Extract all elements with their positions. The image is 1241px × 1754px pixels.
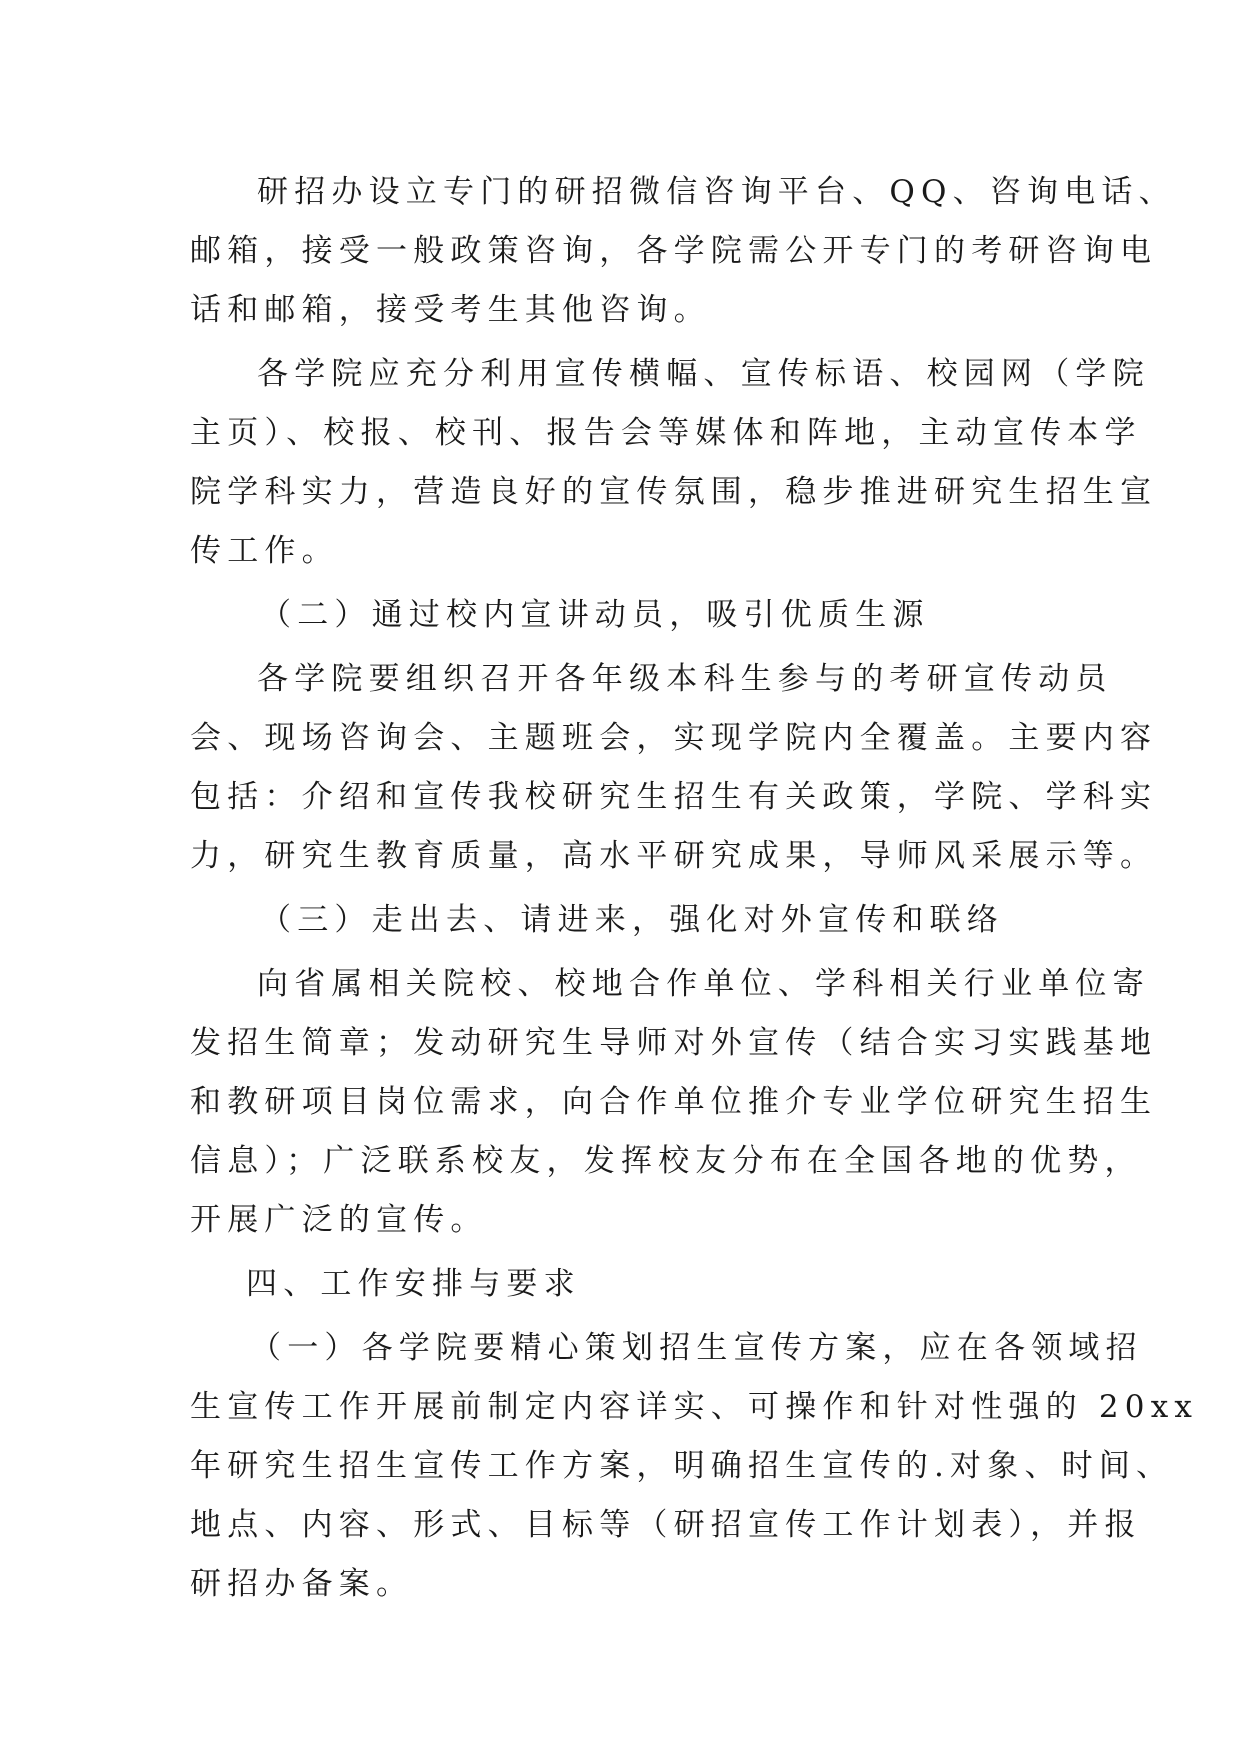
paragraph-consultation-line-3: 话和邮箱，接受考生其他咨询。 xyxy=(190,292,711,328)
paragraph-outreach-line-3: 和教研项目岗位需求，向合作单位推介专业学位研究生招生 xyxy=(190,1084,1158,1120)
paragraph-outreach-line-4: 信息）；广泛联系校友，发挥校友分布在全国各地的优势， xyxy=(190,1143,1142,1179)
body-text xyxy=(190,163,1199,1614)
subheading-campus-mobilization: （二）通过校内宣讲动员，吸引优质生源 xyxy=(260,597,930,633)
paragraph-media-line-3: 院学科实力，营造良好的宣传氛围，稳步推进研究生招生宣 xyxy=(190,474,1158,510)
paragraph-outreach-line-5: 开展广泛的宣传。 xyxy=(190,1202,488,1238)
paragraph-media-line-1: 各学院应充分利用宣传横幅、宣传标语、校园网（学院 xyxy=(257,356,1150,392)
paragraph-campus-line-2: 会、现场咨询会、主题班会，实现学院内全覆盖。主要内容 xyxy=(190,720,1158,756)
paragraph-campus-line-4: 力，研究生教育质量，高水平研究成果，导师风采展示等。 xyxy=(190,838,1158,874)
section-heading-work-arrangement: 四、工作安排与要求 xyxy=(246,1266,581,1302)
subheading-external-outreach: （三）走出去、请进来，强化对外宣传和联络 xyxy=(260,902,1004,938)
paragraph-campus-line-1: 各学院要组织召开各年级本科生参与的考研宣传动员 xyxy=(257,661,1113,697)
paragraph-plan-line-1: （一）各学院要精心策划招生宣传方案，应在各领域招 xyxy=(250,1330,1143,1366)
paragraph-plan-line-2: 生宣传工作开展前制定内容详实、可操作和针对性强的 20xx xyxy=(190,1389,1199,1425)
paragraph-outreach-line-1: 向省属相关院校、校地合作单位、学科相关行业单位寄 xyxy=(257,966,1150,1002)
paragraph-outreach-line-2: 发招生简章；发动研究生导师对外宣传（结合实习实践基地 xyxy=(190,1025,1158,1061)
paragraph-media-line-2: 主页）、校报、校刊、报告会等媒体和阵地，主动宣传本学 xyxy=(190,415,1142,451)
paragraph-consultation-line-2: 邮箱，接受一般政策咨询，各学院需公开专门的考研咨询电 xyxy=(190,233,1158,269)
paragraph-consultation-line-1: 研招办设立专门的研招微信咨询平台、QQ、咨询电话、 xyxy=(257,174,1176,210)
paragraph-plan-line-4: 地点、内容、形式、目标等（研招宣传工作计划表），并报 xyxy=(190,1507,1142,1543)
paragraph-plan-line-3: 年研究生招生宣传工作方案，明确招生宣传的.对象、时间、 xyxy=(190,1448,1174,1484)
paragraph-plan-line-5: 研招办备案。 xyxy=(190,1566,414,1602)
paragraph-media-line-4: 传工作。 xyxy=(190,533,339,569)
paragraph-campus-line-3: 包括：介绍和宣传我校研究生招生有关政策，学院、学科实 xyxy=(190,779,1158,815)
